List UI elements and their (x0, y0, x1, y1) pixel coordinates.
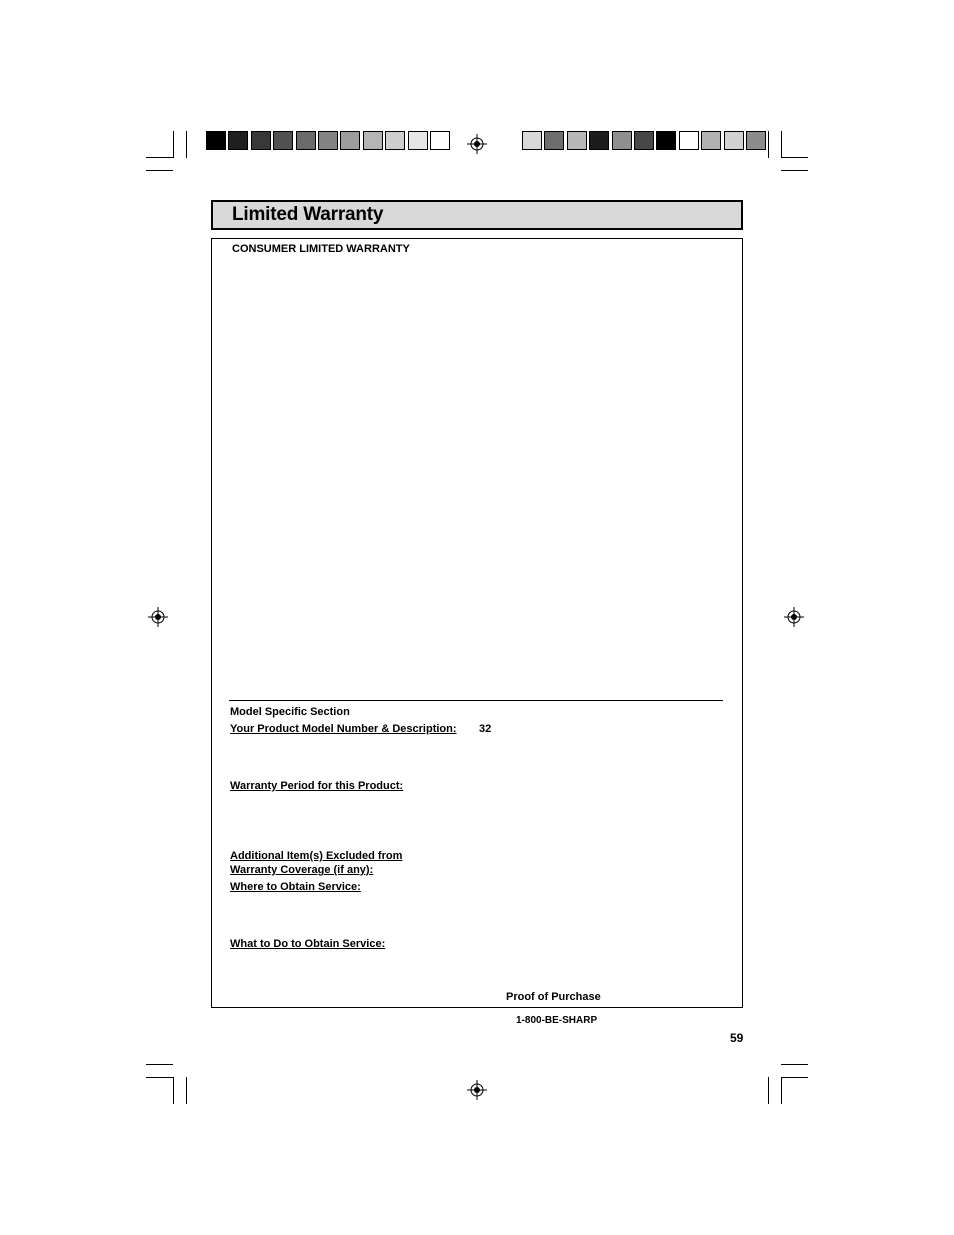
calibration-swatch (679, 131, 699, 150)
support-phone: 1-800-BE-SHARP (516, 1015, 598, 1026)
model-number-value: 32 (479, 723, 492, 735)
registration-mark-icon (784, 607, 804, 627)
calibration-swatch (746, 131, 766, 150)
warranty-heading: CONSUMER LIMITED WARRANTY (232, 243, 410, 255)
calibration-swatch (544, 131, 564, 150)
crop-mark (146, 170, 173, 171)
crop-mark (781, 1077, 808, 1078)
page-title: Limited Warranty (232, 204, 384, 225)
crop-mark (186, 131, 187, 158)
calibration-swatch (567, 131, 587, 150)
calibration-swatch (318, 131, 338, 150)
calibration-swatch (206, 131, 226, 150)
warranty-period-label: Warranty Period for this Product: (230, 780, 404, 792)
crop-mark (781, 1077, 782, 1104)
calibration-swatch (228, 131, 248, 150)
calibration-swatch (273, 131, 293, 150)
calibration-swatch (296, 131, 316, 150)
page-number: 59 (730, 1031, 744, 1045)
crop-mark (781, 131, 782, 158)
crop-mark (146, 1077, 173, 1078)
calibration-swatch (724, 131, 744, 150)
calibration-swatch (251, 131, 271, 150)
crop-mark (146, 1064, 173, 1065)
crop-mark (781, 1064, 808, 1065)
calibration-bar-right (522, 131, 768, 150)
calibration-swatch (522, 131, 542, 150)
calibration-swatch (589, 131, 609, 150)
crop-mark (173, 1077, 174, 1104)
calibration-swatch (634, 131, 654, 150)
proof-of-purchase-label: Proof of Purchase (506, 991, 601, 1003)
crop-mark (781, 170, 808, 171)
section-divider (229, 700, 723, 701)
calibration-swatch (656, 131, 676, 150)
registration-mark-icon (148, 607, 168, 627)
registration-mark-icon (467, 1080, 487, 1100)
calibration-swatch (701, 131, 721, 150)
crop-mark (186, 1077, 187, 1104)
excluded-items-label-line1: Additional Item(s) Excluded from (230, 850, 403, 862)
crop-mark (781, 157, 808, 158)
crop-mark (173, 131, 174, 158)
page-title-bar (211, 200, 743, 230)
model-number-label: Your Product Model Number & Description: (230, 723, 457, 735)
calibration-swatch (430, 131, 450, 150)
crop-mark (768, 1077, 769, 1104)
calibration-swatch (363, 131, 383, 150)
calibration-swatch (385, 131, 405, 150)
excluded-items-label-line2: Warranty Coverage (if any): (230, 864, 374, 876)
service-steps-label: What to Do to Obtain Service: (230, 938, 386, 950)
model-section-title: Model Specific Section (230, 706, 350, 718)
calibration-swatch (340, 131, 360, 150)
calibration-swatch (408, 131, 428, 150)
service-location-label: Where to Obtain Service: (230, 881, 361, 893)
registration-mark-icon (467, 134, 487, 154)
calibration-bar-left (206, 131, 452, 150)
calibration-swatch (612, 131, 632, 150)
crop-mark (146, 157, 173, 158)
